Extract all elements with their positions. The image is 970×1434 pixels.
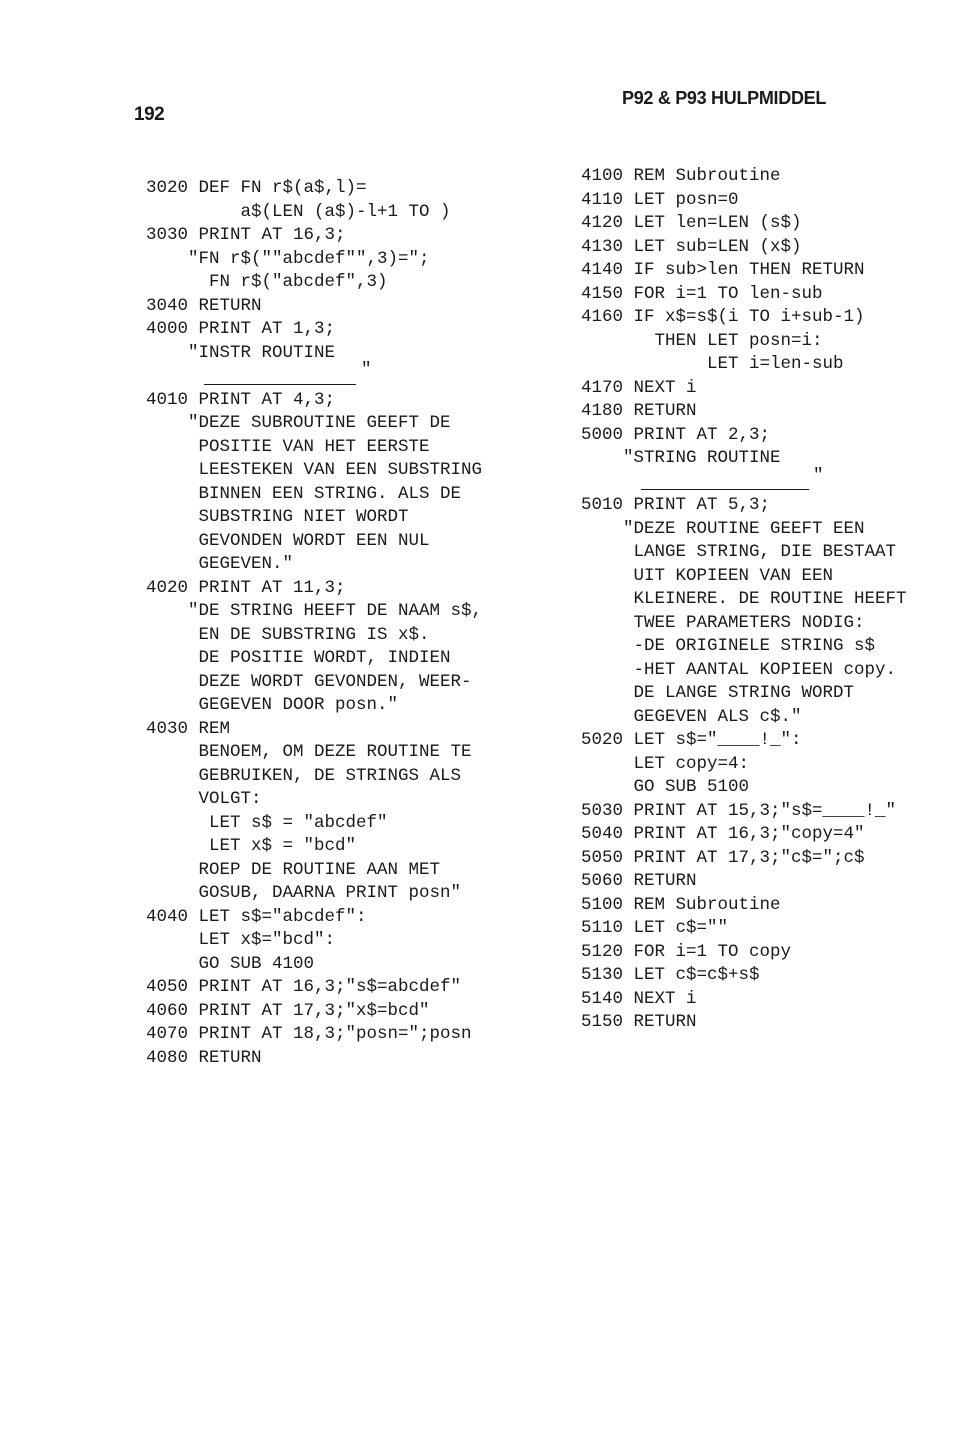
code-line: 4120 LET len=LEN (s$) [581, 213, 802, 233]
code-line: 5100 REM Subroutine [581, 894, 781, 915]
code-line: 4160 IF x$=s$(i TO i+sub-1) [581, 307, 865, 327]
code-line: 4180 RETURN [581, 401, 697, 421]
code-line: LEESTEKEN VAN EEN SUBSTRING [146, 460, 483, 480]
code-line: POSITIE VAN HET EERSTE [146, 436, 430, 457]
code-line: 5140 NEXT i [581, 988, 697, 1009]
code-line: 5120 FOR i=1 TO copy [581, 941, 792, 962]
code-line: 4150 FOR i=1 TO len-sub [581, 283, 823, 304]
code-line: GEBRUIKEN, DE STRINGS ALS [146, 765, 462, 786]
code-line: a$(LEN (a$)-l+1 TO ) [146, 201, 451, 222]
code-line: 4140 IF sub>len THEN RETURN [581, 260, 865, 280]
code-line: "FN r$(""abcdef"",3)="; [146, 248, 430, 269]
code-line: BENOEM, OM DEZE ROUTINE TE [146, 742, 472, 762]
left-code-column [146, 177, 482, 1070]
rule-stroke [641, 489, 809, 490]
code-line: GEVONDEN WORDT EEN NUL [146, 530, 430, 551]
code-line: "DEZE ROUTINE GEEFT EEN [581, 518, 865, 539]
code-line: FN r$("abcdef",3) [146, 272, 388, 292]
code-line: 5010 PRINT AT 5,3; [581, 495, 771, 515]
page-number: 192 [134, 104, 165, 125]
code-line: 5050 PRINT AT 17,3;"c$=";c$ [581, 847, 865, 868]
code-line: GEGEVEN DOOR posn." [146, 695, 399, 715]
code-line: KLEINERE. DE ROUTINE HEEFT [581, 589, 907, 609]
code-line: 4130 LET sub=LEN (x$) [581, 236, 802, 257]
code-line: DE POSITIE WORDT, INDIEN [146, 648, 451, 668]
code-line: 5150 RETURN [581, 1012, 697, 1032]
code-line: GOSUB, DAARNA PRINT posn" [146, 883, 462, 903]
code-line: 5130 LET c$=c$+s$ [581, 965, 760, 985]
code-line: 3040 RETURN [146, 295, 262, 316]
code-line: LET x$ = "bcd" [146, 836, 357, 856]
rule-stroke [204, 384, 356, 385]
code-line: BINNEN EEN STRING. ALS DE [146, 483, 462, 504]
code-line: GEGEVEN." [146, 554, 294, 574]
code-line: THEN LET posn=i: [581, 330, 823, 351]
code-line: TWEE PARAMETERS NODIG: [581, 612, 865, 633]
code-line: 4020 PRINT AT 11,3; [146, 577, 346, 598]
code-line: GO SUB 5100 [581, 777, 750, 797]
code-line: EN DE SUBSTRING IS x$. [146, 624, 430, 645]
code-line: LET x$="bcd": [146, 930, 336, 950]
code-line: LANGE STRING, DIE BESTAAT [581, 542, 897, 562]
code-line: UIT KOPIEEN VAN EEN [581, 565, 834, 586]
code-line: 5020 LET s$="____!_": [581, 730, 802, 750]
code-line: 4040 LET s$="abcdef": [146, 906, 367, 927]
code-line: "INSTR ROUTINE [146, 342, 336, 363]
code-line: 5030 PRINT AT 15,3;"s$=____!_" [581, 800, 897, 821]
code-line: 5000 PRINT AT 2,3; [581, 424, 771, 445]
code-line: LET s$ = "abcdef" [146, 812, 388, 833]
code-line: LET copy=4: [581, 753, 750, 774]
code-line: 4050 PRINT AT 16,3;"s$=abcdef" [146, 977, 462, 997]
code-line: "DE STRING HEEFT DE NAAM s$, [146, 601, 483, 621]
code-line: 4080 RETURN [146, 1047, 262, 1068]
code-line: DE LANGE STRING WORDT [581, 683, 855, 703]
code-line: ROEP DE ROUTINE AAN MET [146, 859, 441, 880]
code-line: SUBSTRING NIET WORDT [146, 507, 409, 527]
code-line: 5060 RETURN [581, 871, 697, 891]
code-line: 4010 PRINT AT 4,3; [146, 389, 336, 410]
code-line: VOLGT: [146, 789, 262, 809]
code-line: 4030 REM [146, 718, 231, 739]
code-line: GEGEVEN ALS c$." [581, 706, 802, 727]
code-line: "STRING ROUTINE [581, 448, 781, 468]
closing-quote: " [813, 465, 824, 486]
code-line: DEZE WORDT GEVONDEN, WEER- [146, 671, 472, 692]
code-line: -DE ORIGINELE STRING s$ [581, 636, 876, 656]
underline-rule [581, 465, 907, 495]
code-line: 4170 NEXT i [581, 377, 697, 398]
underline-rule [146, 360, 482, 389]
code-line: LET i=len-sub [581, 354, 844, 374]
code-line: 5040 PRINT AT 16,3;"copy=4" [581, 824, 865, 844]
code-line: 4100 REM Subroutine [581, 166, 781, 186]
code-line: 3020 DEF FN r$(a$,l)= [146, 178, 367, 198]
running-head: P92 & P93 HULPMIDDEL [622, 88, 827, 108]
code-line: 3030 PRINT AT 16,3; [146, 225, 346, 245]
code-line: 4060 PRINT AT 17,3;"x$=bcd" [146, 1000, 430, 1021]
code-line: "DEZE SUBROUTINE GEEFT DE [146, 413, 451, 433]
code-line: -HET AANTAL KOPIEEN copy. [581, 659, 897, 680]
right-code-column [581, 165, 907, 1035]
code-line: 4070 PRINT AT 18,3;"posn=";posn [146, 1024, 472, 1044]
closing-quote: " [361, 360, 372, 380]
code-line: 5110 LET c$="" [581, 918, 729, 938]
code-line: 4000 PRINT AT 1,3; [146, 319, 336, 339]
code-line: GO SUB 4100 [146, 953, 315, 974]
code-line: 4110 LET posn=0 [581, 189, 739, 210]
